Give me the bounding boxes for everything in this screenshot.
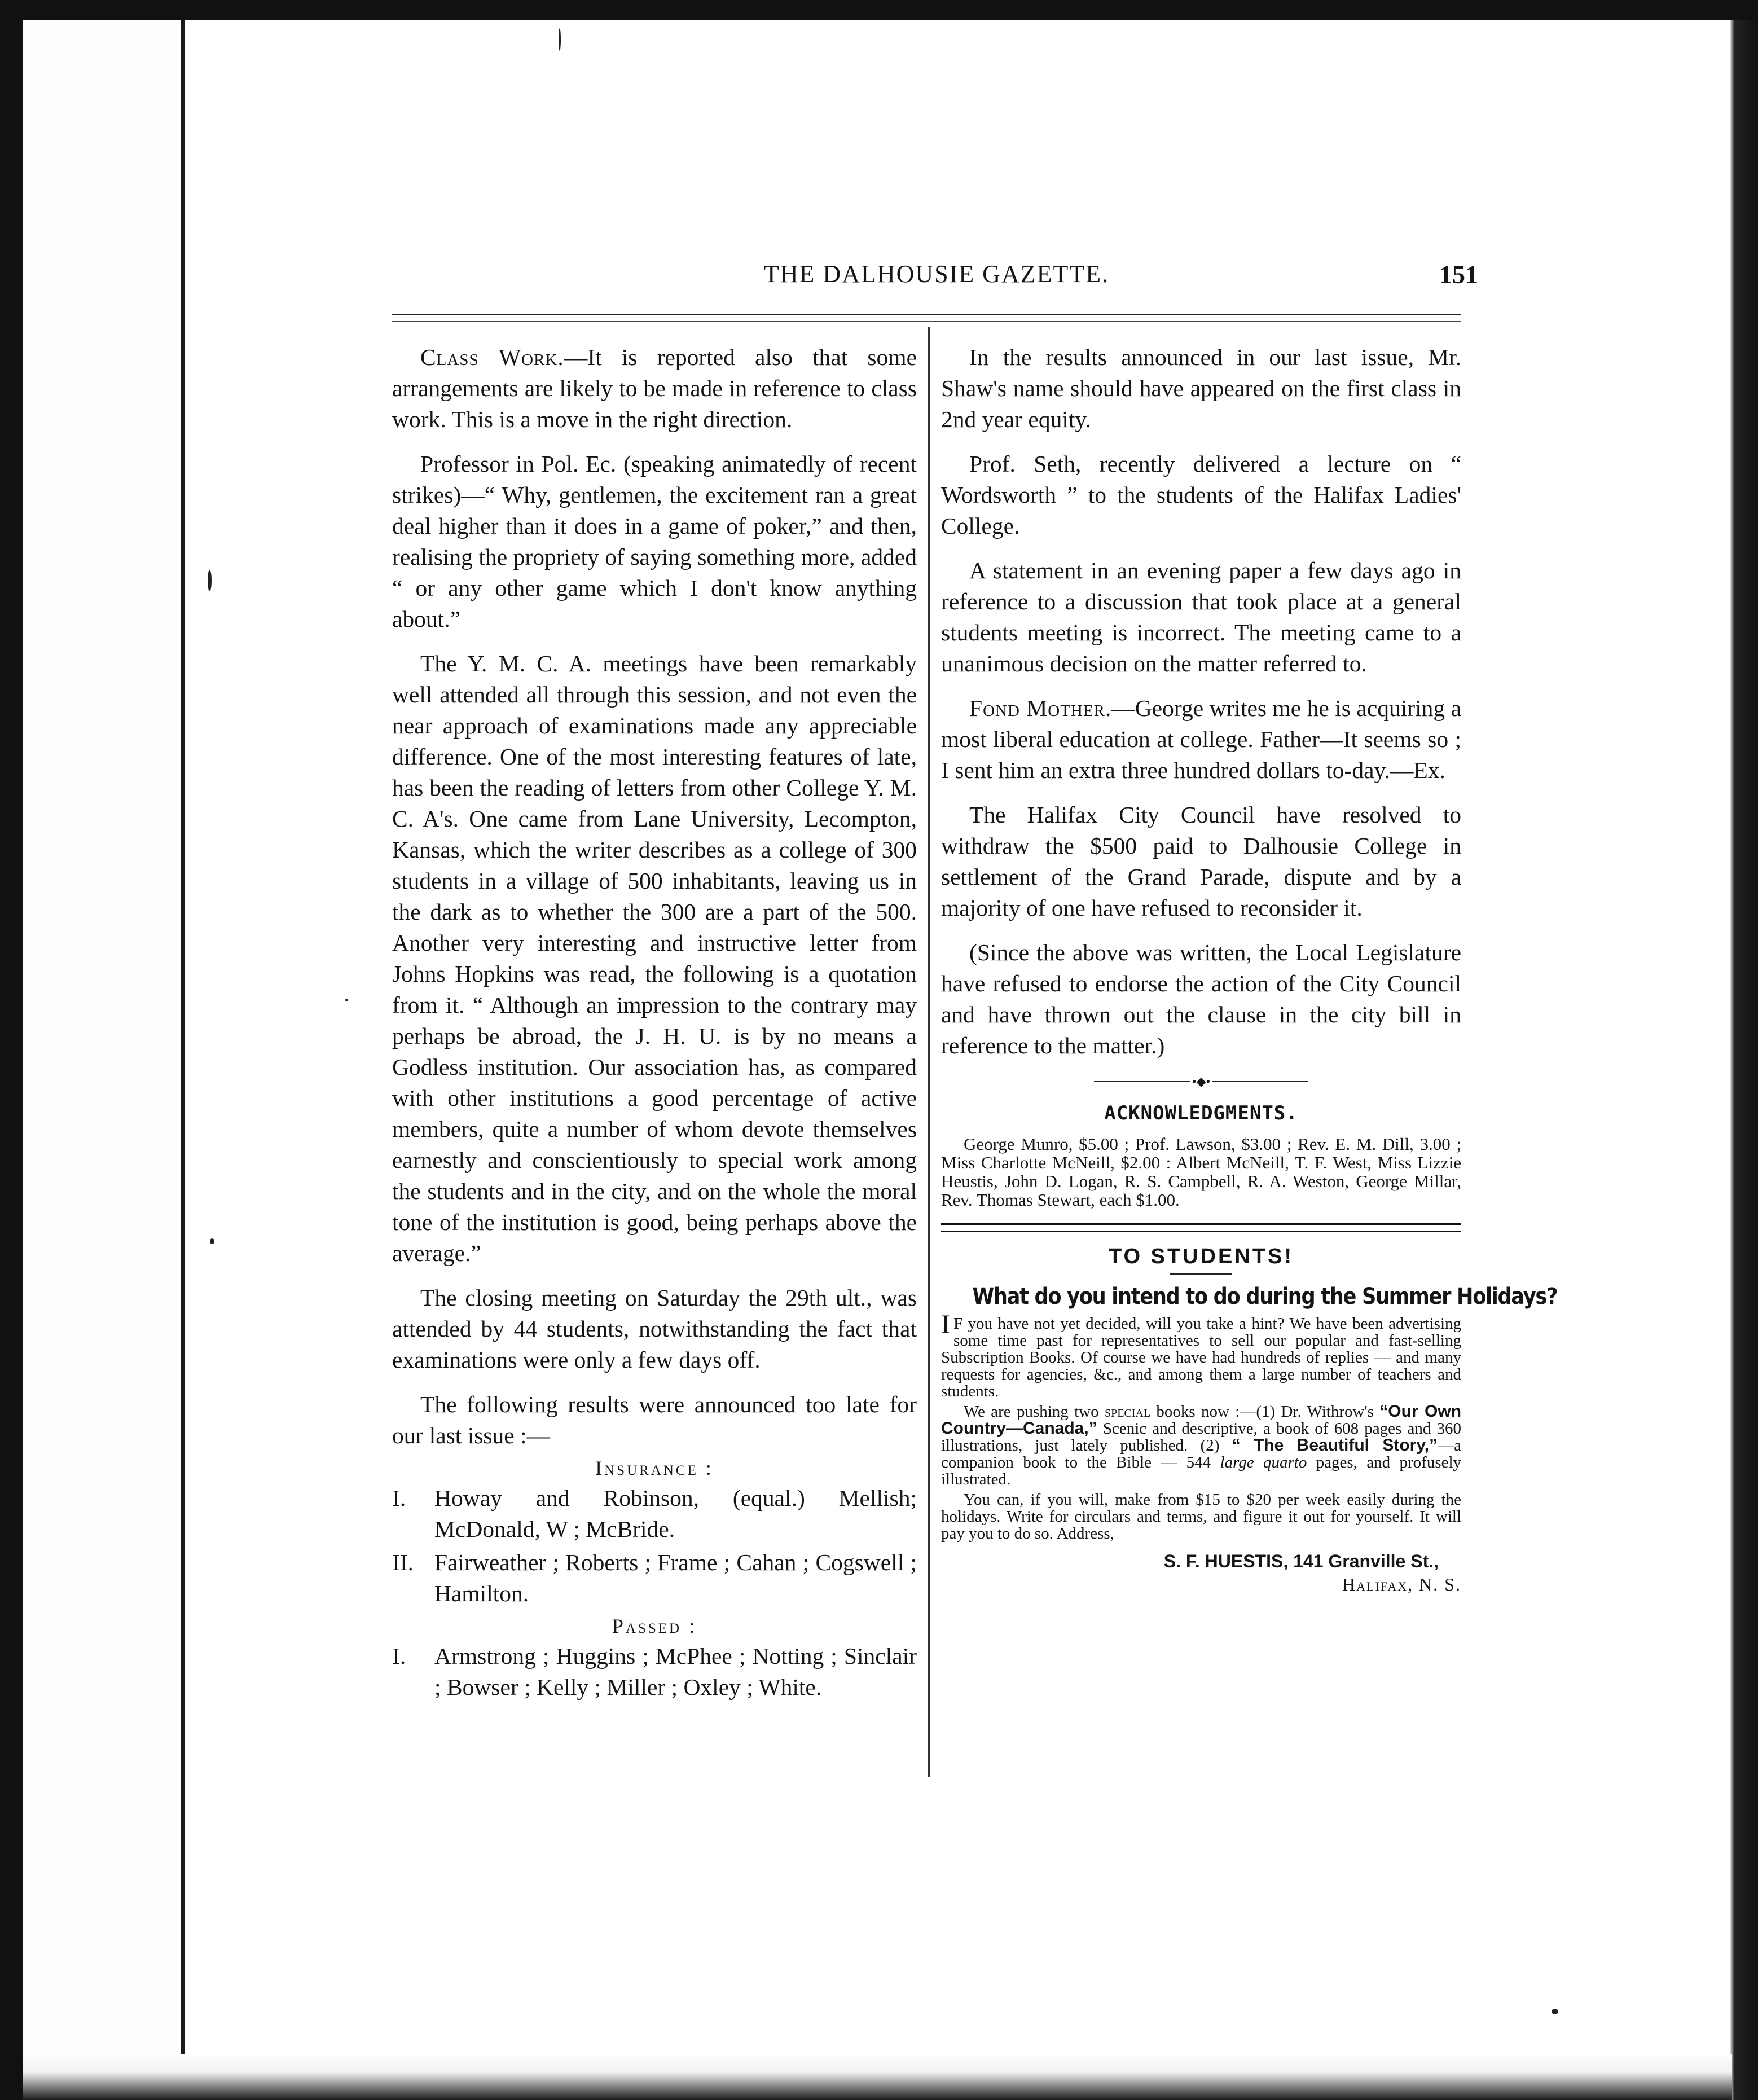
advertisement-text: We are pushing two (964, 1403, 1099, 1421)
passed-row-1 (392, 1641, 917, 1703)
advertisement-address: S. F. HUESTIS, 141 Granville St., (1163, 1551, 1439, 1571)
fond-mother-lead: Fond Mother. (969, 695, 1112, 721)
insurance-heading: Insurance : (595, 1457, 714, 1479)
advertisement-paragraph-2 (941, 1403, 1461, 1488)
result-numeral: II. (392, 1549, 414, 1575)
advertisement-city: Halifax, N. S. (1342, 1574, 1461, 1594)
result-numeral: I. (392, 1643, 406, 1669)
scan-speck (1552, 2009, 1558, 2014)
ornament-rule-right (1212, 1081, 1308, 1082)
result-names: Fairweather ; Roberts ; Frame ; Cahan ; Cogswell ; Hamilton. (434, 1549, 917, 1606)
scan-speck (210, 1238, 214, 1244)
professor-anecdote-paragraph: Professor in Pol. Ec. (speaking animatedly of recent strikes)—“ Why, gentlemen, the excitement ran a great deal higher than it does in a game of poker,” and then, realising the propriety of saying something more, added “ or any other game which I don't know anything about.” (392, 451, 917, 632)
results-correction-paragraph: In the results announced in our last issue, Mr. Shaw's name should have appeared on the first class in 2nd year equity. (941, 344, 1461, 432)
right-column (941, 342, 1558, 1595)
fond-mother-text: —George writes me he is acquiring a most liberal education at college. Father—It seems so ; I sent him an extra three hundred dollars to-day.—Ex. (941, 695, 1461, 783)
scan-speck (208, 570, 212, 591)
fond-mother-paragraph (941, 693, 1461, 786)
page-gutter-edge (181, 20, 185, 2100)
advertisement-rule (941, 1223, 1461, 1232)
column-divider (928, 327, 930, 1777)
scan-speck (345, 999, 348, 1001)
ymca-paragraph: The Y. M. C. A. meetings have been remarkably well attended all through this session, and not even the near approach of examinations made any appreciable difference. One of the most interesting features of late, has been the reading of letters from other College Y. M. C. A's. One came from Lane University, Lecompton, Kansas, which the writer describes as a college of 300 students in a village of 500 inhabitants, leaving us in the dark as to whether the 300 are a part of the 500. Another very interesting and instructive letter from Johns Hopkins was read, the following is a quotation from it. “ Although an impression to the contrary may perhaps be abroad, the J. H. U. is by no means a Godless institution. Our association has, as compared with other institutions a good percentage of active members, quite a number of whom devote themselves earnestly and conscientiously to special work among the students and in the city, and on the whole the moral tone of the institution is good, being perhaps above the average.” (392, 651, 917, 1266)
insurance-row-1 (392, 1483, 917, 1545)
scan-border-left (0, 0, 23, 2100)
advertisement-book-1: “Our Own Country—Canada,” (941, 1402, 1462, 1438)
advertisement-text: Scenic and descriptive, a book of 608 pages and 360 illustrations, just lately published. (2) (941, 1420, 1461, 1455)
result-names: Armstrong ; Huggins ; McPhee ; Notting ; Sinclair ; Bowser ; Kelly ; Miller ; Oxley ; White. (434, 1643, 917, 1700)
acknowledgments-text: George Munro, $5.00 ; Prof. Lawson, $3.00 ; Rev. E. M. Dill, 3.00 ; Miss Charlotte McNeill, $2.00 : Albert McNeill, T. F. West, Miss Lizzie Heustis, John D. Logan, R. S. Campbell, R. A. Weston, George Millar, Rev. Thomas Stewart, each $1.00. (941, 1134, 1461, 1210)
advertisement-paragraph-1 (941, 1310, 1461, 1400)
advertisement-dropcap: I (941, 1310, 950, 1339)
advertisement (941, 1245, 1558, 1595)
class-work-lead: Class Work. (420, 344, 564, 370)
ornament-rule-left (1094, 1081, 1190, 1082)
advertisement-paragraph-3: You can, if you will, make from $15 to $20 per week easily during the holidays. Write for circulars and terms, and figure it out for yourself. It will pay you to do so. Address, (941, 1491, 1461, 1543)
masthead: THE DALHOUSIE GAZETTE. (763, 260, 1110, 288)
ornament-glyph: •◆• (1192, 1074, 1211, 1088)
city-council-paragraph: The Halifax City Council have resolved to withdraw the $500 paid to Dalhousie College in settlement of the Grand Parade, dispute and by a majority of one have refused to reconsider it. (941, 802, 1461, 921)
advertisement-special: special (1104, 1403, 1151, 1421)
scan-border-top (0, 0, 1758, 20)
results-intro-paragraph: The following results were announced too late for our last issue :— (392, 1391, 917, 1448)
scan-speck (559, 28, 561, 51)
scan-border-right (1726, 20, 1758, 2100)
advertisement-short-rule (1170, 1273, 1232, 1275)
header-rule (392, 314, 1461, 322)
section-ornament (1094, 1075, 1308, 1088)
left-column (392, 342, 917, 1705)
class-work-text: —It is reported also that some arrangements are likely to be made in reference to class work. This is a move in the right direction. (392, 344, 917, 432)
passed-heading: Passed : (612, 1615, 697, 1637)
advertisement-paragraph-1-text: F you have not yet decided, will you take a hint? We have been advertising some time past for representatives to sell our popular and fast-selling Subscription Books. Of course we have had hundreds of replies — and many requests for agencies, &c., and among them a large number of teachers and students. (941, 1315, 1461, 1400)
advertisement-question: What do you intend to do during the Summer Holidays? (972, 1284, 1558, 1310)
prof-seth-paragraph: Prof. Seth, recently delivered a lecture on “ Wordsworth ” to the students of the Halifax Ladies' College. (941, 451, 1461, 539)
advertisement-text: books now :—(1) Dr. Withrow's (1156, 1403, 1374, 1421)
insurance-row-2 (392, 1547, 917, 1609)
advertisement-text: —a companion book to the Bible — 544 (941, 1436, 1462, 1471)
advertisement-quarto: large quarto (1220, 1453, 1307, 1471)
acknowledgments-heading: ACKNOWLEDGMENTS. (1104, 1102, 1298, 1124)
advertisement-title: TO STUDENTS! (1108, 1245, 1294, 1268)
result-names: Howay and Robinson, (equal.) Mellish; McDonald, W ; McBride. (434, 1485, 917, 1542)
legislature-note-paragraph: (Since the above was written, the Local Legislature have refused to endorse the action of the City Council and have thrown out the clause in the city bill in reference to the matter.) (941, 939, 1461, 1058)
result-numeral: I. (392, 1485, 406, 1511)
class-work-paragraph (392, 342, 917, 435)
advertisement-text: pages, and profusely illustrated. (941, 1453, 1462, 1488)
facing-page-margin (23, 20, 181, 2054)
statement-paragraph: A statement in an evening paper a few days ago in reference to a discussion that took place at a general students meeting is incorrect. The meeting came to a unanimous decision on the matter referred to. (941, 557, 1461, 676)
page-number: 151 (1439, 260, 1478, 289)
scan-border-bottom (23, 2054, 1732, 2100)
closing-meeting-paragraph: The closing meeting on Saturday the 29th ult., was attended by 44 students, notwithstanding the fact that examinations were only a few days off. (392, 1285, 917, 1373)
advertisement-book-2: “ The Beautiful Story,” (1232, 1436, 1438, 1455)
